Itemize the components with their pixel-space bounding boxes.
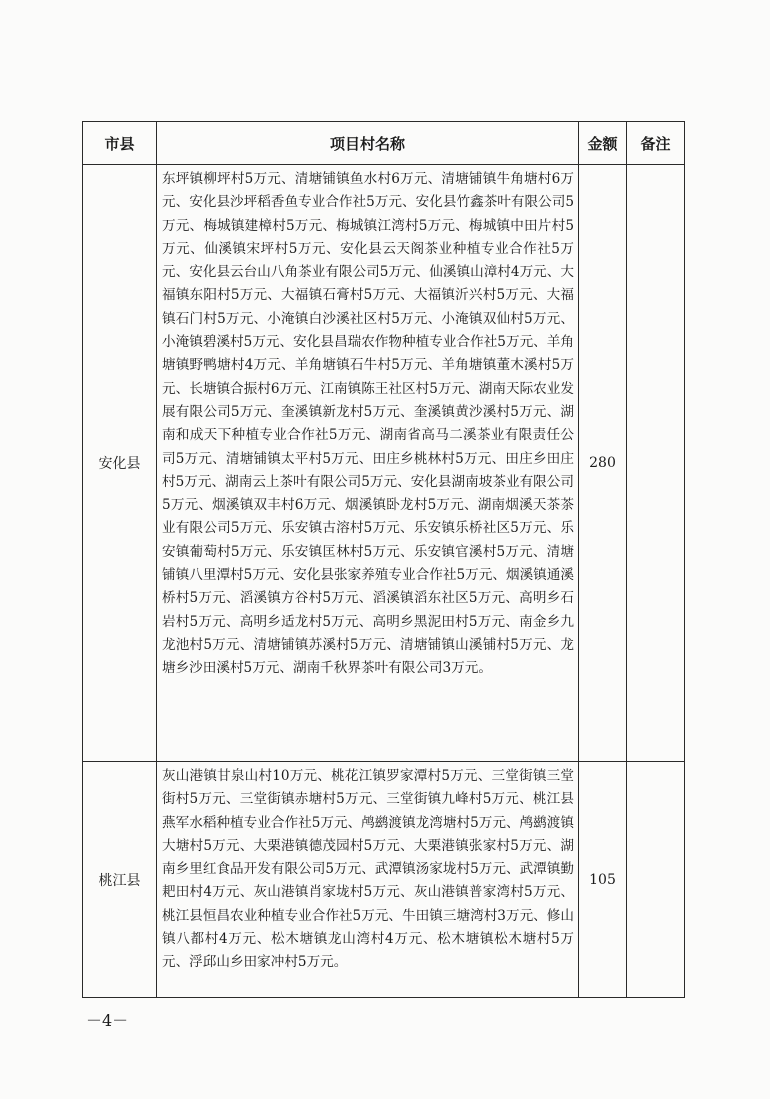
amount-cell: 280 [579,165,627,762]
county-cell: 安化县 [83,165,157,762]
project-names-cell: 灰山港镇甘泉山村10万元、桃花江镇罗家潭村5万元、三堂街镇三堂街村5万元、三堂街镇赤塘村5万元、三堂街镇九峰村5万元、桃江县燕军水稻种植专业合作社5万元、鸬鹚渡镇龙湾塘村5万元、鸬鹚渡镇大塘村5万元、大栗港镇德茂园村5万元、大栗港镇张家村5万元、湖南乡里红食品开发有限公司5万元、武潭镇汤家垅村5万元、武潭镇勤耙田村4万元、灰山港镇肖家垅村5万元、灰山港镇普家湾村5万元、桃江县恒昌农业种植专业合作社5万元、牛田镇三塘湾村3万元、修山镇八都村4万元、松木塘镇龙山湾村4万元、松木塘镇松木塘村5万元、浮邱山乡田家冲村5万元。 [157,762,579,998]
table-header-row [83,122,685,165]
table-row [83,762,685,998]
amount-cell: 105 [579,762,627,998]
header-county: 市县 [83,122,157,165]
project-village-table [82,121,685,998]
notes-cell [627,762,685,998]
county-cell: 桃江县 [83,762,157,998]
header-amount: 金额 [579,122,627,165]
page-number: －4－ [86,1011,129,1030]
notes-cell [627,165,685,762]
header-notes: 备注 [627,122,685,165]
project-names-cell: 东坪镇柳坪村5万元、清塘铺镇鱼水村6万元、清塘铺镇牛角塘村6万元、安化县沙坪稻香鱼专业合作社5万元、安化县竹鑫茶叶有限公司5万元、梅城镇建樟村5万元、梅城镇江湾村5万元、梅城镇中田片村5万元、仙溪镇宋坪村5万元、安化县云天阁茶业种植专业合作社5万元、安化县云台山八角茶业有限公司5万元、仙溪镇山漳村4万元、大福镇东阳村5万元、大福镇石膏村5万元、大福镇沂兴村5万元、大福镇石门村5万元、小淹镇白沙溪社区村5万元、小淹镇双仙村5万元、小淹镇碧溪村5万元、安化县昌瑞农作物种植专业合作社5万元、羊角塘镇野鸭塘村4万元、羊角塘镇石牛村5万元、羊角塘镇董木溪村5万元、长塘镇合振村6万元、江南镇陈王社区村5万元、湖南天际农业发展有限公司5万元、奎溪镇新龙村5万元、奎溪镇黄沙溪村5万元、湖南和成天下种植专业合作社5万元、湖南省高马二溪茶业有限责任公司5万元、清塘铺镇太平村5万元、田庄乡桃林村5万元、田庄乡田庄村5万元、湖南云上茶叶有限公司5万元、安化县湖南坡茶业有限公司5万元、烟溪镇双丰村6万元、烟溪镇卧龙村5万元、湖南烟溪天茶茶业有限公司5万元、乐安镇古溶村5万元、乐安镇乐桥社区5万元、乐安镇葡萄村5万元、乐安镇匡林村5万元、乐安镇官溪村5万元、清塘铺镇八里潭村5万元、安化县张家养殖专业合作社5万元、烟溪镇通溪桥村5万元、滔溪镇方谷村5万元、滔溪镇滔东社区5万元、高明乡石岩村5万元、高明乡适龙村5万元、高明乡黑泥田村5万元、南金乡九龙池村5万元、清塘铺镇苏溪村5万元、清塘铺镇山溪铺村5万元、龙塘乡沙田溪村5万元、湖南千秋界茶叶有限公司3万元。 [157,165,579,762]
table-row [83,165,685,762]
header-project-names: 项目村名称 [157,122,579,165]
